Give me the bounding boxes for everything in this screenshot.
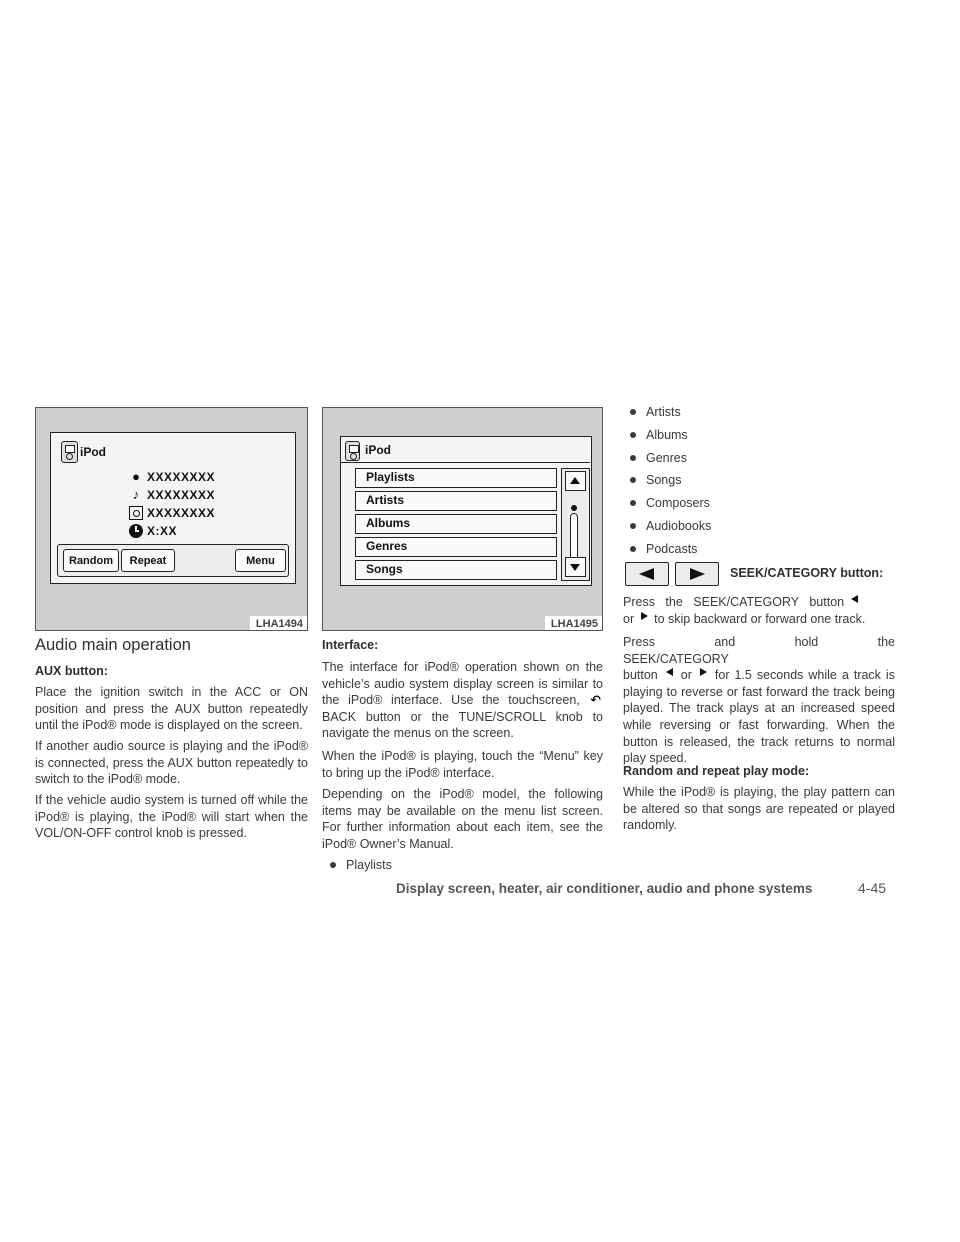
bullet-text: Audiobooks bbox=[646, 519, 712, 533]
aux-paragraph-2: If another audio source is playing and the iPod® is connected, press the AUX button repeatedly to switch to the iPod® mode. bbox=[35, 739, 308, 787]
random-button[interactable]: Random bbox=[63, 549, 119, 572]
seek-paragraph-2a: Press and hold the SEEK/CATEGORY bbox=[623, 635, 895, 666]
scroll-down-button[interactable] bbox=[565, 557, 586, 577]
seek-category-buttons bbox=[625, 562, 719, 586]
aux-paragraph-3: If the vehicle audio system is turned off while the iPod® is playing, the iPod® will start when the VOL/ON-OFF control knob is pressed. bbox=[35, 793, 308, 841]
interface-paragraph-1 bbox=[322, 659, 603, 742]
seek-paragraph-2c: or bbox=[680, 668, 692, 683]
seek-forward-icon bbox=[700, 668, 707, 676]
section-heading: Audio main operation bbox=[35, 636, 191, 654]
time-text: X:XX bbox=[147, 524, 178, 538]
list-item bbox=[630, 473, 681, 487]
screen-title: iPod bbox=[80, 445, 106, 459]
arrow-up-icon bbox=[570, 477, 580, 484]
interface-paragraph-1b: BACK button or the TUNE/SCROLL knob to navigate the menus on the screen. bbox=[322, 709, 603, 741]
back-icon: ↶ bbox=[590, 693, 601, 708]
figure-ipod-menu-screen bbox=[322, 407, 603, 631]
ipod-icon bbox=[61, 441, 78, 463]
list-item bbox=[330, 858, 392, 872]
interface-paragraph-3: Depending on the iPod® model, the following items may be available on the menu list screen. For further information about each item, see the iPod® Owner’s Manual. bbox=[322, 787, 603, 851]
random-repeat-paragraph: While the iPod® is playing, the play pattern can be altered so that songs are repeated or played randomly. bbox=[623, 785, 895, 833]
bullet-text: Songs bbox=[646, 473, 682, 487]
album-text: XXXXXXXX bbox=[147, 506, 216, 520]
seek-forward-icon bbox=[641, 612, 648, 620]
bullet-icon bbox=[630, 500, 636, 506]
artist-text: XXXXXXXX bbox=[147, 470, 216, 484]
song-text: XXXXXXXX bbox=[147, 488, 216, 502]
bullet-icon bbox=[330, 862, 336, 868]
info-row-album bbox=[129, 505, 215, 521]
figure-caption: LHA1495 bbox=[545, 616, 602, 630]
seek-paragraph-1a: Press the SEEK/CATEGORY button bbox=[623, 595, 845, 609]
random-repeat-label: Random and repeat play mode: bbox=[623, 764, 810, 778]
interface-paragraph-1a: The interface for iPod® operation shown on the vehicle’s audio system display screen is similar to the iPod® interface. Use the touchscreen, bbox=[322, 660, 603, 708]
info-row-artist bbox=[129, 469, 215, 485]
list-item bbox=[630, 496, 710, 510]
bullet-text: Podcasts bbox=[646, 542, 698, 556]
info-row-time bbox=[129, 523, 177, 539]
bullet-icon bbox=[630, 455, 636, 461]
screen-title: iPod bbox=[365, 443, 391, 457]
aux-button-label: AUX button: bbox=[35, 664, 108, 678]
figure-caption: LHA1494 bbox=[250, 616, 307, 630]
footer-title: Display screen, heater, air conditioner, audio and phone systems bbox=[396, 881, 813, 896]
seek-paragraph-1 bbox=[623, 594, 893, 627]
arrow-down-icon bbox=[570, 564, 580, 571]
scroll-thumb[interactable] bbox=[571, 505, 577, 511]
bullet-icon bbox=[630, 523, 636, 529]
seek-forward-icon bbox=[690, 568, 705, 580]
menu-button[interactable]: Menu bbox=[235, 549, 286, 572]
seek-paragraph-2d: for 1.5 seconds while a bbox=[714, 668, 849, 683]
list-item bbox=[630, 451, 687, 465]
repeat-button[interactable]: Repeat bbox=[121, 549, 175, 572]
bullet-text: Composers bbox=[646, 496, 710, 510]
interface-label: Interface: bbox=[322, 638, 379, 652]
title-divider bbox=[341, 462, 590, 463]
seek-forward-button bbox=[675, 562, 719, 586]
bullet-icon bbox=[630, 432, 636, 438]
list-item bbox=[630, 542, 697, 556]
menu-item-songs[interactable]: Songs bbox=[355, 560, 557, 580]
page-number: 4-45 bbox=[858, 880, 887, 896]
list-item bbox=[630, 405, 681, 419]
scroll-up-button[interactable] bbox=[565, 471, 586, 491]
button-bar bbox=[57, 544, 289, 577]
bullet-icon bbox=[630, 477, 636, 483]
list-item bbox=[630, 428, 688, 442]
bullet-icon bbox=[630, 546, 636, 552]
bullet-text: Artists bbox=[646, 405, 681, 419]
menu-item-playlists[interactable]: Playlists bbox=[355, 468, 557, 488]
seek-category-label: SEEK/CATEGORY button: bbox=[730, 566, 884, 580]
scroll-rail bbox=[570, 513, 578, 561]
seek-paragraph-2 bbox=[623, 634, 895, 767]
seek-paragraph-2b: button bbox=[623, 668, 658, 683]
bullet-text: Albums bbox=[646, 428, 688, 442]
ipod-icon bbox=[345, 441, 360, 461]
album-icon bbox=[129, 506, 143, 520]
seek-back-icon bbox=[639, 568, 654, 580]
seek-back-icon bbox=[666, 668, 673, 676]
artist-icon: ● bbox=[132, 469, 140, 484]
bullet-text: Playlists bbox=[346, 858, 392, 872]
menu-item-artists[interactable]: Artists bbox=[355, 491, 557, 511]
scrollbar[interactable] bbox=[561, 468, 590, 581]
menu-item-albums[interactable]: Albums bbox=[355, 514, 557, 534]
seek-paragraph-1b: or bbox=[623, 611, 635, 626]
menu-item-genres[interactable]: Genres bbox=[355, 537, 557, 557]
list-item bbox=[630, 519, 711, 533]
seek-paragraph-2e: track is playing to reverse or fast forward the track being played. The track plays at an increased speed while reversing or fast forwarding. When the button is released, the track returns to normal play speed. bbox=[623, 668, 895, 766]
bullet-icon bbox=[630, 409, 636, 415]
interface-paragraph-2: When the iPod® is playing, touch the “Menu” key to bring up the iPod® interface. bbox=[322, 749, 603, 780]
info-row-song bbox=[129, 487, 215, 503]
bullet-text: Genres bbox=[646, 451, 687, 465]
ipod-now-playing-screen bbox=[50, 432, 296, 584]
clock-icon bbox=[129, 524, 143, 538]
figure-audio-main-screen bbox=[35, 407, 308, 631]
song-icon: ♪ bbox=[132, 487, 140, 502]
aux-paragraph-1: Place the ignition switch in the ACC or ON position and press the AUX button repeatedly until the iPod® mode is displayed on the screen. bbox=[35, 685, 308, 733]
seek-paragraph-1c: to skip backward or forward one track. bbox=[654, 611, 866, 626]
ipod-menu-screen bbox=[340, 436, 592, 586]
seek-back-icon bbox=[851, 595, 858, 603]
seek-back-button bbox=[625, 562, 669, 586]
